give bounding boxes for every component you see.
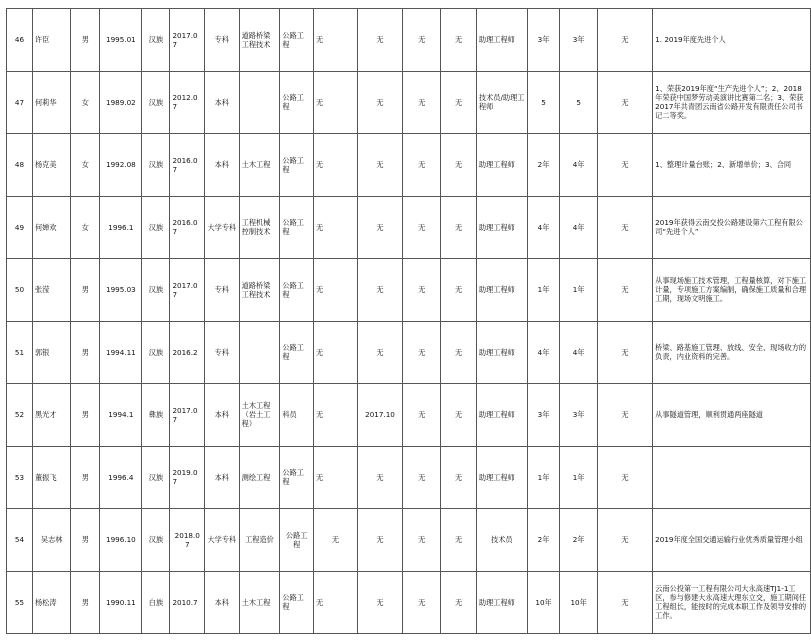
cell-major[interactable]: 土木工程 xyxy=(239,571,280,634)
cell-years_a[interactable]: 2年 xyxy=(527,134,560,197)
cell-name[interactable]: 杨克美 xyxy=(32,134,70,197)
cell-education[interactable]: 大学专科 xyxy=(205,509,240,572)
cell-f5[interactable]: 无 xyxy=(597,446,652,509)
cell-f4[interactable]: 无 xyxy=(441,321,477,384)
cell-no[interactable]: 51 xyxy=(7,321,33,384)
cell-title[interactable]: 科员 xyxy=(280,384,314,447)
cell-f5[interactable]: 无 xyxy=(597,196,652,259)
cell-remarks[interactable]: 2019年度全国交通运输行业优秀质量管理小组 xyxy=(653,509,811,572)
cell-f2[interactable]: 无 xyxy=(358,571,403,634)
cell-remarks[interactable]: 从事隧道管理，顺利贯通两座隧道 xyxy=(653,384,811,447)
cell-birth[interactable]: 1995.01 xyxy=(100,9,142,72)
cell-ethnicity[interactable]: 白族 xyxy=(142,571,170,634)
cell-f4[interactable]: 无 xyxy=(441,259,477,322)
cell-remarks[interactable]: 2019年获得云南交投公路建设第六工程有限公司“先进个人” xyxy=(653,196,811,259)
cell-f5[interactable]: 无 xyxy=(597,259,652,322)
table-body xyxy=(7,9,811,634)
cell-f4[interactable]: 无 xyxy=(441,9,477,72)
table-row xyxy=(7,571,811,634)
cell-work_start[interactable]: 2012.07 xyxy=(170,71,205,134)
table-row xyxy=(7,446,811,509)
cell-title[interactable]: 公路工程 xyxy=(280,71,314,134)
cell-years_b[interactable]: 1年 xyxy=(560,446,597,509)
cell-position[interactable]: 助理工程师 xyxy=(476,321,527,384)
cell-years_a[interactable]: 1年 xyxy=(527,259,560,322)
cell-no[interactable]: 50 xyxy=(7,259,33,322)
cell-f5[interactable]: 无 xyxy=(597,9,652,72)
cell-f4[interactable]: 无 xyxy=(441,384,477,447)
cell-work_start[interactable]: 2019.07 xyxy=(170,446,205,509)
cell-major[interactable]: 道路桥梁工程技术 xyxy=(239,9,280,72)
cell-ethnicity[interactable]: 汉族 xyxy=(142,134,170,197)
cell-f1[interactable]: 无 xyxy=(314,259,358,322)
cell-name[interactable]: 许臣 xyxy=(32,9,70,72)
cell-f3[interactable]: 无 xyxy=(403,321,441,384)
cell-f4[interactable]: 无 xyxy=(441,571,477,634)
cell-position[interactable]: 助理工程师 xyxy=(476,259,527,322)
cell-education[interactable]: 专科 xyxy=(205,259,240,322)
cell-education[interactable]: 本科 xyxy=(205,446,240,509)
cell-years_b[interactable]: 4年 xyxy=(560,321,597,384)
cell-years_a[interactable]: 1年 xyxy=(527,446,560,509)
cell-f1[interactable]: 无 xyxy=(314,196,358,259)
cell-remarks[interactable]: 云南公投第一工程有限公司大永高速TJ1-1工区，参与修建大永高速大理东立交，施工期间任工程组长，能按时的完成本职工作及领导安排的工作。 xyxy=(653,571,811,634)
cell-work_start[interactable]: 2016.07 xyxy=(170,196,205,259)
cell-f3[interactable]: 无 xyxy=(403,509,441,572)
cell-work_start[interactable]: 2017.07 xyxy=(170,384,205,447)
cell-f5[interactable]: 无 xyxy=(597,571,652,634)
cell-gender[interactable]: 男 xyxy=(71,509,100,572)
cell-birth[interactable]: 1995.03 xyxy=(100,259,142,322)
cell-birth[interactable]: 1990.11 xyxy=(100,571,142,634)
cell-position[interactable]: 助理工程师 xyxy=(476,384,527,447)
cell-years_a[interactable]: 3年 xyxy=(527,9,560,72)
cell-education[interactable]: 本科 xyxy=(205,571,240,634)
cell-no[interactable]: 53 xyxy=(7,446,33,509)
cell-f2[interactable]: 无 xyxy=(358,509,403,572)
table-row xyxy=(7,384,811,447)
cell-ethnicity[interactable]: 彝族 xyxy=(142,384,170,447)
cell-title[interactable]: 公路工程 xyxy=(280,259,314,322)
cell-position[interactable]: 技术员 xyxy=(476,509,527,572)
cell-gender[interactable]: 男 xyxy=(71,9,100,72)
cell-gender[interactable]: 男 xyxy=(71,259,100,322)
cell-f4[interactable]: 无 xyxy=(441,196,477,259)
cell-years_a[interactable]: 4年 xyxy=(527,321,560,384)
cell-no[interactable]: 52 xyxy=(7,384,33,447)
cell-gender[interactable]: 女 xyxy=(71,71,100,134)
table-row xyxy=(7,134,811,197)
cell-birth[interactable]: 1996.4 xyxy=(100,446,142,509)
cell-f5[interactable]: 无 xyxy=(597,134,652,197)
cell-f2[interactable]: 无 xyxy=(358,196,403,259)
cell-major[interactable] xyxy=(239,321,280,384)
cell-no[interactable]: 54 xyxy=(7,509,33,572)
cell-ethnicity[interactable]: 汉族 xyxy=(142,71,170,134)
cell-f1[interactable]: 无 xyxy=(314,446,358,509)
personnel-table xyxy=(6,8,811,634)
cell-f3[interactable]: 无 xyxy=(403,9,441,72)
cell-no[interactable]: 49 xyxy=(7,196,33,259)
cell-f1[interactable]: 无 xyxy=(314,571,358,634)
cell-ethnicity[interactable]: 汉族 xyxy=(142,259,170,322)
cell-remarks[interactable]: 桥梁、路基施工管理、放线、安全、现场收方的负责，内业资料的完善。 xyxy=(653,321,811,384)
cell-years_b[interactable]: 4年 xyxy=(560,196,597,259)
cell-years_b[interactable]: 4年 xyxy=(560,134,597,197)
cell-remarks[interactable] xyxy=(653,446,811,509)
cell-f3[interactable]: 无 xyxy=(403,71,441,134)
cell-f5[interactable]: 无 xyxy=(597,71,652,134)
cell-gender[interactable]: 男 xyxy=(71,321,100,384)
cell-f1[interactable]: 无 xyxy=(314,71,358,134)
cell-remarks[interactable]: 1、荣获2019年度“生产先进个人”；2、2018年荣获中国梦劳动美演讲比赛第二名；3、荣获2017年共青团云南省公路开发有限责任公司书记二等奖。 xyxy=(653,71,811,134)
cell-f1[interactable]: 无 xyxy=(314,384,358,447)
cell-ethnicity[interactable]: 汉族 xyxy=(142,509,170,572)
cell-name[interactable]: 张滢 xyxy=(32,259,70,322)
cell-major[interactable]: 道路桥梁工程技术 xyxy=(239,259,280,322)
cell-birth[interactable]: 1994.11 xyxy=(100,321,142,384)
cell-name[interactable]: 何莉华 xyxy=(32,71,70,134)
cell-remarks[interactable]: 从事现场施工技术管理，工程量核算，对下施工计量，专项施工方案编制，确保施工质量和合理工期，现场文明施工。 xyxy=(653,259,811,322)
cell-ethnicity[interactable]: 汉族 xyxy=(142,446,170,509)
cell-f4[interactable]: 无 xyxy=(441,71,477,134)
cell-name[interactable]: 何婵欢 xyxy=(32,196,70,259)
table-row xyxy=(7,9,811,72)
cell-name[interactable]: 黑光才 xyxy=(32,384,70,447)
cell-f2[interactable]: 无 xyxy=(358,9,403,72)
cell-no[interactable]: 48 xyxy=(7,134,33,197)
cell-remarks[interactable]: 1. 2019年度先进个人 xyxy=(653,9,811,72)
cell-no[interactable]: 47 xyxy=(7,71,33,134)
cell-name[interactable]: 吴志林 xyxy=(32,509,70,572)
cell-gender[interactable]: 男 xyxy=(71,446,100,509)
cell-f5[interactable]: 无 xyxy=(597,321,652,384)
cell-name[interactable]: 董振飞 xyxy=(32,446,70,509)
table-row xyxy=(7,259,811,322)
cell-f3[interactable]: 无 xyxy=(403,196,441,259)
cell-ethnicity[interactable]: 汉族 xyxy=(142,9,170,72)
cell-birth[interactable]: 1994.1 xyxy=(100,384,142,447)
cell-position[interactable]: 技术员/助理工程师 xyxy=(476,71,527,134)
cell-years_b[interactable]: 10年 xyxy=(560,571,597,634)
cell-position[interactable]: 助理工程师 xyxy=(476,196,527,259)
cell-ethnicity[interactable]: 汉族 xyxy=(142,196,170,259)
cell-f3[interactable]: 无 xyxy=(403,446,441,509)
cell-f2[interactable]: 无 xyxy=(358,446,403,509)
cell-f1[interactable]: 无 xyxy=(314,9,358,72)
cell-position[interactable]: 助理工程师 xyxy=(476,9,527,72)
cell-position[interactable]: 助理工程师 xyxy=(476,446,527,509)
cell-f1[interactable]: 无 xyxy=(314,509,358,572)
table-row xyxy=(7,71,811,134)
cell-f1[interactable]: 无 xyxy=(314,134,358,197)
cell-education[interactable]: 本科 xyxy=(205,71,240,134)
cell-years_b[interactable]: 2年 xyxy=(560,509,597,572)
cell-major[interactable] xyxy=(239,71,280,134)
cell-position[interactable]: 助理工程师 xyxy=(476,134,527,197)
cell-years_b[interactable]: 1年 xyxy=(560,259,597,322)
cell-title[interactable]: 公路工程 xyxy=(280,9,314,72)
cell-name[interactable]: 郭银 xyxy=(32,321,70,384)
cell-years_a[interactable]: 3年 xyxy=(527,384,560,447)
table-row xyxy=(7,509,811,572)
cell-f2[interactable]: 2017.10 xyxy=(358,384,403,447)
cell-f2[interactable]: 无 xyxy=(358,134,403,197)
cell-major[interactable]: 土木工程 xyxy=(239,134,280,197)
cell-major[interactable]: 土木工程（岩土工程） xyxy=(239,384,280,447)
cell-years_a[interactable]: 2年 xyxy=(527,509,560,572)
cell-work_start[interactable]: 2017.07 xyxy=(170,259,205,322)
cell-education[interactable]: 大学专科 xyxy=(205,196,240,259)
cell-remarks[interactable]: 1、整理计量台账；2、新增单价；3、合同 xyxy=(653,134,811,197)
cell-title[interactable]: 公路工程 xyxy=(280,321,314,384)
cell-f2[interactable]: 无 xyxy=(358,71,403,134)
cell-position[interactable]: 助理工程师 xyxy=(476,571,527,634)
cell-birth[interactable]: 1992.08 xyxy=(100,134,142,197)
cell-education[interactable]: 专科 xyxy=(205,9,240,72)
cell-gender[interactable]: 男 xyxy=(71,384,100,447)
cell-education[interactable]: 本科 xyxy=(205,384,240,447)
cell-birth[interactable]: 1996.1 xyxy=(100,196,142,259)
cell-title[interactable]: 公路工程 xyxy=(280,446,314,509)
cell-work_start[interactable]: 2017.07 xyxy=(170,9,205,72)
cell-f5[interactable]: 无 xyxy=(597,509,652,572)
cell-major[interactable]: 工程机械控制技术 xyxy=(239,196,280,259)
cell-years_b[interactable]: 3年 xyxy=(560,9,597,72)
cell-f1[interactable]: 无 xyxy=(314,321,358,384)
cell-years_a[interactable]: 4年 xyxy=(527,196,560,259)
cell-f3[interactable]: 无 xyxy=(403,571,441,634)
cell-f2[interactable]: 无 xyxy=(358,321,403,384)
cell-f5[interactable]: 无 xyxy=(597,384,652,447)
cell-title[interactable]: 公路工程 xyxy=(280,509,314,572)
cell-f3[interactable]: 无 xyxy=(403,134,441,197)
cell-gender[interactable]: 男 xyxy=(71,571,100,634)
cell-years_a[interactable]: 5 xyxy=(527,71,560,134)
cell-years_b[interactable]: 5 xyxy=(560,71,597,134)
cell-f4[interactable]: 无 xyxy=(441,509,477,572)
cell-education[interactable]: 专科 xyxy=(205,321,240,384)
cell-gender[interactable]: 女 xyxy=(71,196,100,259)
cell-f4[interactable]: 无 xyxy=(441,134,477,197)
cell-birth[interactable]: 1996.10 xyxy=(100,509,142,572)
cell-name[interactable]: 杨松涛 xyxy=(32,571,70,634)
cell-title[interactable]: 公路工程 xyxy=(280,571,314,634)
cell-major[interactable]: 测绘工程 xyxy=(239,446,280,509)
cell-no[interactable]: 55 xyxy=(7,571,33,634)
cell-f3[interactable]: 无 xyxy=(403,384,441,447)
cell-f3[interactable]: 无 xyxy=(403,259,441,322)
cell-work_start[interactable]: 2010.7 xyxy=(170,571,205,634)
table-row xyxy=(7,321,811,384)
cell-major[interactable]: 工程造价 xyxy=(239,509,280,572)
cell-education[interactable]: 本科 xyxy=(205,134,240,197)
cell-work_start[interactable]: 2018.07 xyxy=(170,509,205,572)
cell-title[interactable]: 公路工程 xyxy=(280,196,314,259)
cell-f2[interactable]: 无 xyxy=(358,259,403,322)
cell-birth[interactable]: 1989.02 xyxy=(100,71,142,134)
cell-gender[interactable]: 女 xyxy=(71,134,100,197)
cell-work_start[interactable]: 2016.07 xyxy=(170,134,205,197)
cell-f4[interactable]: 无 xyxy=(441,446,477,509)
cell-title[interactable]: 公路工程 xyxy=(280,134,314,197)
cell-ethnicity[interactable]: 汉族 xyxy=(142,321,170,384)
cell-years_a[interactable]: 10年 xyxy=(527,571,560,634)
cell-no[interactable]: 46 xyxy=(7,9,33,72)
table-row xyxy=(7,196,811,259)
cell-work_start[interactable]: 2016.2 xyxy=(170,321,205,384)
cell-years_b[interactable]: 3年 xyxy=(560,384,597,447)
